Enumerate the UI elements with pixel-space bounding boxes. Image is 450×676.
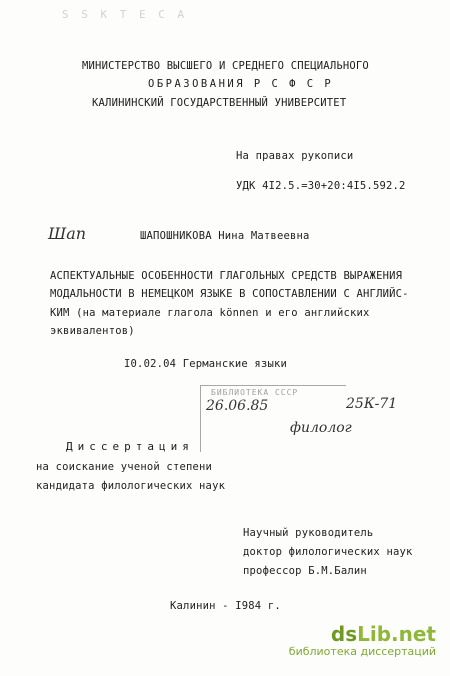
supervisor-line-1: Научный руководитель [243,527,374,539]
ministry-line-2: ОБРАЗОВАНИЯ Р С Ф С Р [148,78,334,90]
library-stamp [200,385,346,452]
watermark-logo-rest: Lib.net [357,622,436,646]
author-name: ШАПОШНИКОВА Нина Матвеевна [140,230,310,242]
stamp-number: 25К-71 [346,396,398,412]
title-line-1: АСПЕКТУАЛЬНЫЕ ОСОБЕННОСТИ ГЛАГОЛЬНЫХ СРЕДСТВ ВЫРАЖЕНИЯ [50,270,403,282]
title-line-3: КИМ (на материале глагола können и его английских [50,307,370,319]
dslib-watermark [289,623,436,658]
supervisor-line-3: профессор Б.М.Балин [243,565,367,577]
rights-note: На правах рукописи [236,150,354,162]
stamp-word: филолог [290,420,352,436]
dissertation-line-3: кандидата филологических наук [36,480,226,492]
faded-top-mark: S S K T E C A [62,8,188,21]
dissertation-line-2: на соискание ученой степени [36,461,213,473]
watermark-logo-ds: ds [330,622,358,646]
supervisor-line-2: доктор филологических наук [243,546,413,558]
watermark-subtitle: библиотека диссертаций [288,645,436,658]
watermark-logo [289,623,436,645]
author-signature: Шап [48,224,87,243]
udk-code: УДК 4I2.5.=30+20:4I5.592.2 [236,180,406,192]
title-line-2: МОДАЛЬНОСТИ В НЕМЕЦКОМ ЯЗЫКЕ В СОПОСТАВЛЕНИИ С АНГЛИЙС- [50,288,409,300]
specialty-code: I0.02.04 Германские языки [124,358,288,370]
place-year: Калинин - I984 г. [170,600,281,612]
stamp-date: 26.06.85 [206,398,269,414]
stamp-header: БИБЛИОТЕКА СССР [211,388,299,397]
university-line: КАЛИНИНСКИЙ ГОСУДАРСТВЕННЫЙ УНИВЕРСИТЕТ [92,97,347,109]
ministry-line-1: МИНИСТЕРСТВО ВЫСШЕГО И СРЕДНЕГО СПЕЦИАЛЬНОГО [82,60,369,72]
dissertation-label: Диссертация [66,440,194,453]
title-line-4: эквивалентов) [50,325,135,337]
